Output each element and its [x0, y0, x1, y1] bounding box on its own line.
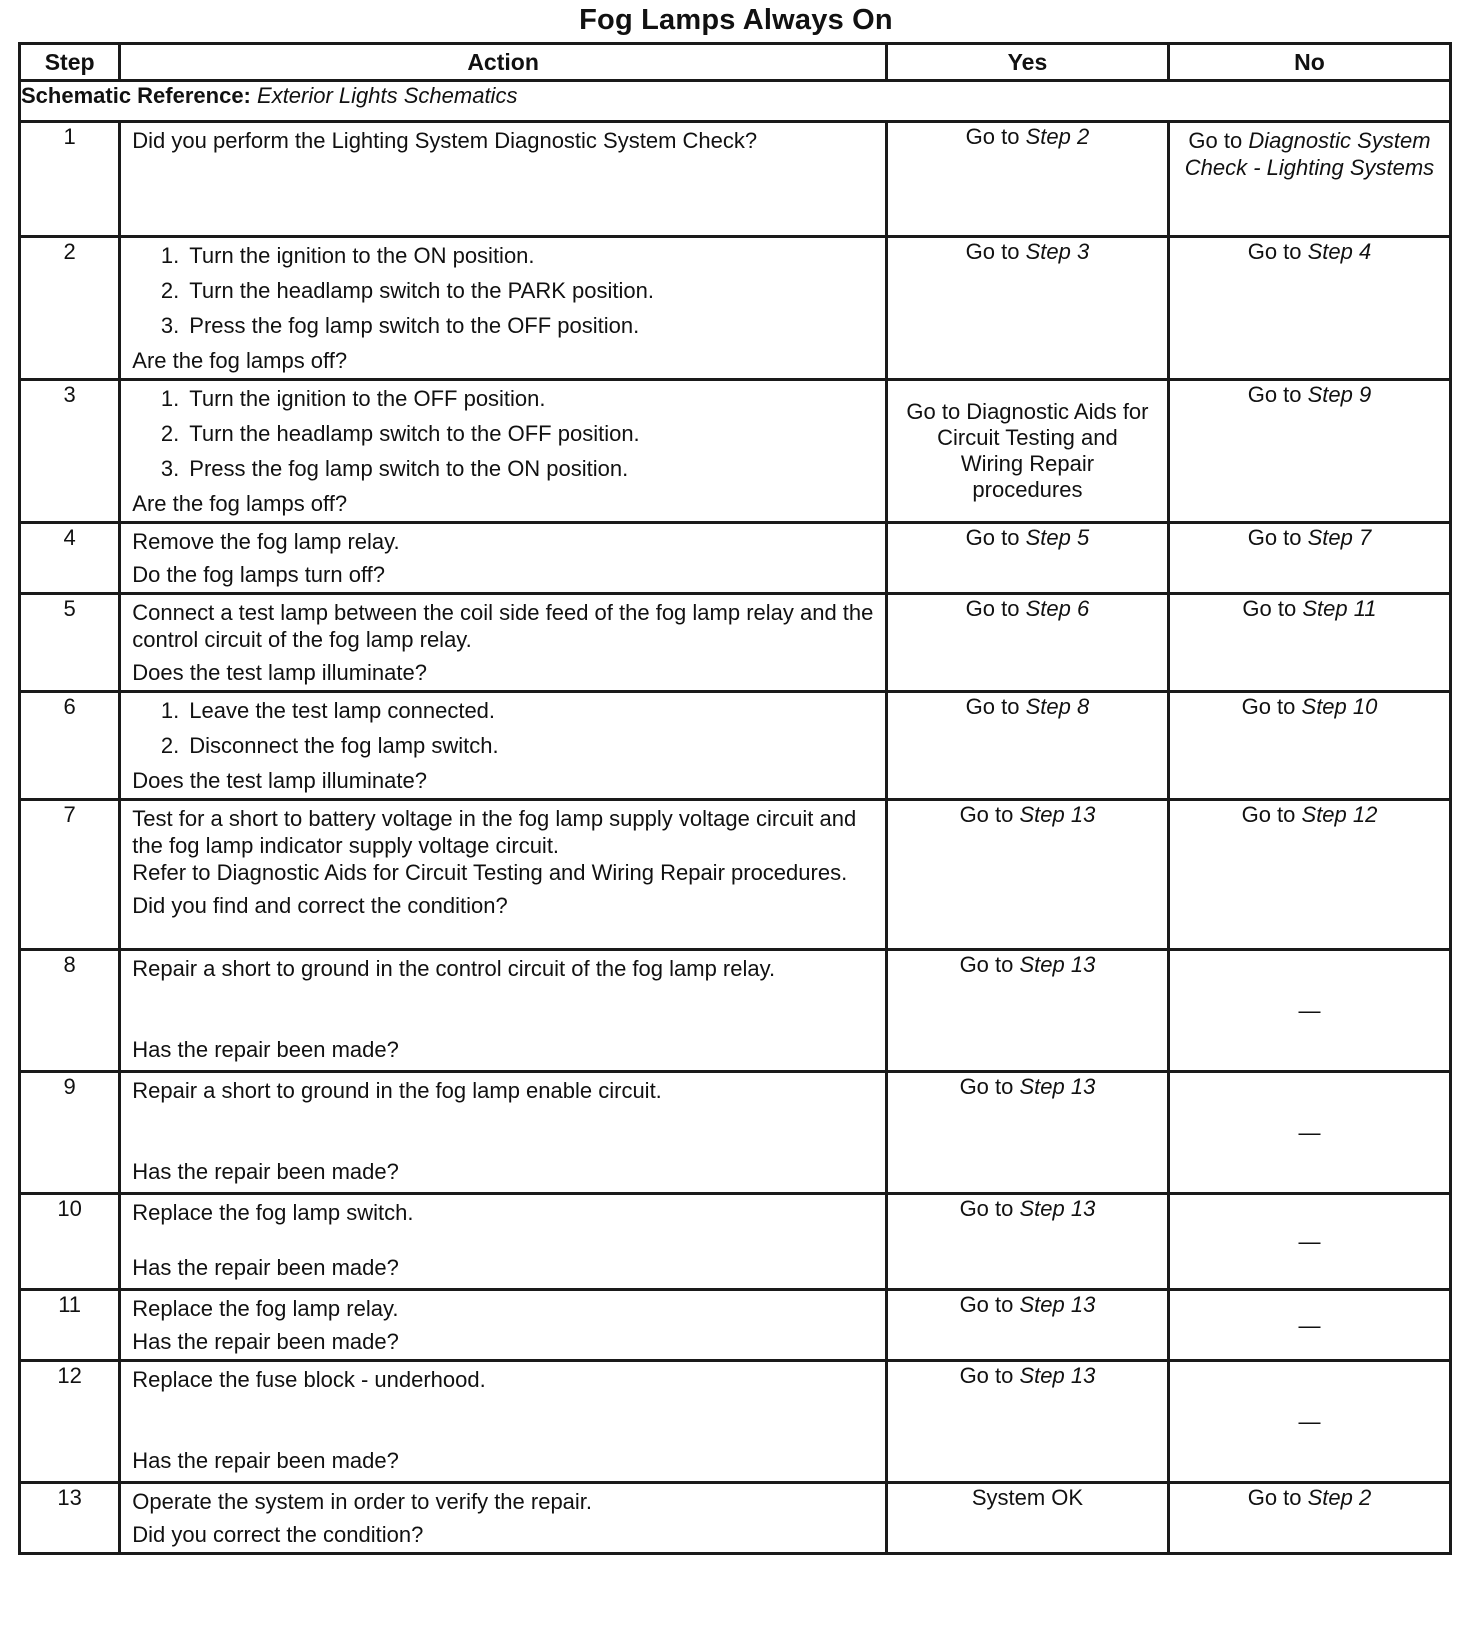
action-list — [121, 693, 885, 759]
table-row — [20, 800, 1451, 950]
list-item: 3. Press the fog lamp switch to the OFF position. — [160, 313, 640, 338]
yes-step-link[interactable]: Step 13 — [1019, 952, 1096, 977]
table-row — [20, 1361, 1451, 1483]
table-row — [20, 380, 1451, 523]
action-question: Does the test lamp illuminate? — [132, 660, 427, 685]
yes-step-link[interactable]: Step 13 — [1019, 1292, 1096, 1317]
yes-cell: Go to Step 13 — [886, 800, 1168, 950]
table-row — [20, 1290, 1451, 1361]
step-number: 1 — [20, 122, 120, 237]
action-question: Did you find and correct the condition? — [132, 893, 508, 918]
step-number: 5 — [20, 594, 120, 692]
yes-step-link[interactable]: Step 13 — [1019, 1363, 1096, 1388]
no-step-link[interactable]: Step 9 — [1307, 382, 1372, 407]
no-cell: Go to Step 4 — [1168, 237, 1450, 380]
action-question: Are the fog lamps off? — [132, 348, 348, 373]
action-list — [121, 381, 885, 482]
table-row — [20, 950, 1451, 1072]
yes-step-link[interactable]: Step 13 — [1019, 802, 1096, 827]
action-question: Does the test lamp illuminate? — [132, 768, 427, 793]
step-number: 4 — [20, 523, 120, 594]
step-number: 12 — [20, 1361, 120, 1483]
page-title: Fog Lamps Always On — [579, 4, 893, 36]
list-item: 1. Turn the ignition to the ON position. — [160, 243, 535, 268]
header-yes: Yes — [886, 44, 1168, 81]
no-cell: — — [1168, 1290, 1450, 1361]
header-row — [20, 44, 1451, 81]
action-text: Test for a short to battery voltage in the fog lamp supply voltage circuit and the fog lamp indicator supply voltage circuit. — [132, 806, 857, 858]
step-number: 13 — [20, 1483, 120, 1554]
table-row — [20, 1072, 1451, 1194]
table-row — [20, 1194, 1451, 1290]
yes-cell: Go to Step 5 — [886, 523, 1168, 594]
action-list — [121, 238, 885, 339]
schematic-reference-label: Schematic Reference: — [21, 83, 251, 108]
step-number: 10 — [20, 1194, 120, 1290]
action-cell — [120, 1072, 887, 1194]
action-text: Operate the system in order to verify the repair. — [132, 1489, 593, 1514]
action-question: Has the repair been made? — [132, 1037, 399, 1062]
yes-cell: Go to Step 13 — [886, 1072, 1168, 1194]
yes-cell: Go to Step 13 — [886, 1194, 1168, 1290]
action-question: Has the repair been made? — [132, 1159, 399, 1184]
yes-cell: Go to Step 8 — [886, 692, 1168, 800]
step-number: 6 — [20, 692, 120, 800]
action-question: Do the fog lamps turn off? — [132, 562, 386, 587]
action-question: Has the repair been made? — [132, 1255, 399, 1280]
no-cell: Go to Step 11 — [1168, 594, 1450, 692]
action-text: Connect a test lamp between the coil side feed of the fog lamp relay and the control circuit of the fog lamp relay. — [132, 600, 874, 652]
step-number: 9 — [20, 1072, 120, 1194]
action-text: Repair a short to ground in the fog lamp enable circuit. — [132, 1078, 662, 1103]
action-cell — [120, 122, 887, 237]
no-cell: — — [1168, 1194, 1450, 1290]
step-number: 7 — [20, 800, 120, 950]
header-no: No — [1168, 44, 1450, 81]
action-cell — [120, 800, 887, 950]
step-number: 8 — [20, 950, 120, 1072]
yes-step-link[interactable]: Step 13 — [1019, 1074, 1096, 1099]
action-question: Are the fog lamps off? — [132, 491, 348, 516]
no-cell: Go to Step 9 — [1168, 380, 1450, 523]
no-cell: Go to Step 7 — [1168, 523, 1450, 594]
no-cell: — — [1168, 950, 1450, 1072]
no-cell: Go to Step 10 — [1168, 692, 1450, 800]
yes-step-link[interactable]: Step 2 — [1025, 124, 1090, 149]
diagnostic-table — [18, 42, 1452, 1555]
schematic-reference-link[interactable]: Exterior Lights Schematics — [257, 83, 518, 108]
header-step: Step — [20, 44, 120, 81]
header-action: Action — [120, 44, 887, 81]
yes-cell: System OK — [886, 1483, 1168, 1554]
list-item: 2. Disconnect the fog lamp switch. — [160, 733, 499, 758]
no-cell: Go to Step 2 — [1168, 1483, 1450, 1554]
schematic-reference-row — [20, 81, 1451, 122]
no-step-link[interactable]: Step 4 — [1307, 239, 1372, 264]
no-step-link[interactable]: Step 12 — [1301, 802, 1378, 827]
no-cell: Go to Diagnostic System Check - Lighting Systems — [1168, 122, 1450, 237]
yes-diagnostic-aids-link[interactable]: Go to Diagnostic Aids for Circuit Testing and Wiring Repair procedures — [906, 399, 1149, 502]
yes-cell: Go to Step 3 — [886, 237, 1168, 380]
action-text-reference: Refer to Diagnostic Aids for Circuit Testing and Wiring Repair procedures. — [132, 860, 848, 885]
yes-step-link[interactable]: Step 13 — [1019, 1196, 1096, 1221]
action-question: Has the repair been made? — [132, 1448, 399, 1473]
action-cell — [120, 692, 887, 800]
list-item: 1. Turn the ignition to the OFF position. — [160, 386, 546, 411]
action-text: Replace the fog lamp switch. — [132, 1200, 414, 1225]
action-cell — [120, 1361, 887, 1483]
yes-cell: Go to Step 2 — [886, 122, 1168, 237]
list-item: 2. Turn the headlamp switch to the OFF position. — [160, 421, 640, 446]
table-row — [20, 523, 1451, 594]
list-item: 3. Press the fog lamp switch to the ON position. — [160, 456, 629, 481]
action-text: Replace the fuse block - underhood. — [132, 1367, 486, 1392]
yes-cell: Go to Step 13 — [886, 950, 1168, 1072]
action-cell — [120, 1194, 887, 1290]
table-row — [20, 122, 1451, 237]
yes-cell: Go to Step 6 — [886, 594, 1168, 692]
step-number: 3 — [20, 380, 120, 523]
table-row — [20, 1483, 1451, 1554]
step-number: 2 — [20, 237, 120, 380]
step-number: 11 — [20, 1290, 120, 1361]
table-row — [20, 237, 1451, 380]
action-cell — [120, 237, 887, 380]
yes-step-link[interactable]: Step 6 — [1025, 596, 1090, 621]
action-cell — [120, 950, 887, 1072]
yes-cell: Go to Step 13 — [886, 1290, 1168, 1361]
no-step-link[interactable]: Step 2 — [1307, 1485, 1372, 1510]
action-text: Repair a short to ground in the control circuit of the fog lamp relay. — [132, 956, 776, 981]
no-cell: Go to Step 12 — [1168, 800, 1450, 950]
action-text: Replace the fog lamp relay. — [132, 1296, 399, 1321]
action-text: Did you perform the Lighting System Diagnostic System Check? — [132, 128, 758, 153]
action-cell — [120, 523, 887, 594]
yes-step-link[interactable]: Step 3 — [1025, 239, 1090, 264]
action-question: Has the repair been made? — [132, 1329, 399, 1354]
table-row — [20, 692, 1451, 800]
no-step-link[interactable]: Step 7 — [1307, 525, 1372, 550]
action-text: Remove the fog lamp relay. — [132, 529, 400, 554]
yes-cell — [886, 380, 1168, 523]
action-question: Did you correct the condition? — [132, 1522, 424, 1547]
yes-step-link[interactable]: Step 5 — [1025, 525, 1090, 550]
no-cell: — — [1168, 1361, 1450, 1483]
no-step-link[interactable]: Step 11 — [1302, 596, 1377, 621]
no-cell: — — [1168, 1072, 1450, 1194]
table-row — [20, 594, 1451, 692]
yes-step-link[interactable]: Step 8 — [1025, 694, 1090, 719]
action-cell — [120, 1290, 887, 1361]
action-cell — [120, 594, 887, 692]
no-step-link[interactable]: Diagnostic System Check - Lighting Systems — [1184, 128, 1435, 180]
yes-cell: Go to Step 13 — [886, 1361, 1168, 1483]
no-step-link[interactable]: Step 10 — [1301, 694, 1378, 719]
list-item: 2. Turn the headlamp switch to the PARK position. — [160, 278, 654, 303]
action-cell — [120, 380, 887, 523]
list-item: 1. Leave the test lamp connected. — [160, 698, 496, 723]
action-cell — [120, 1483, 887, 1554]
